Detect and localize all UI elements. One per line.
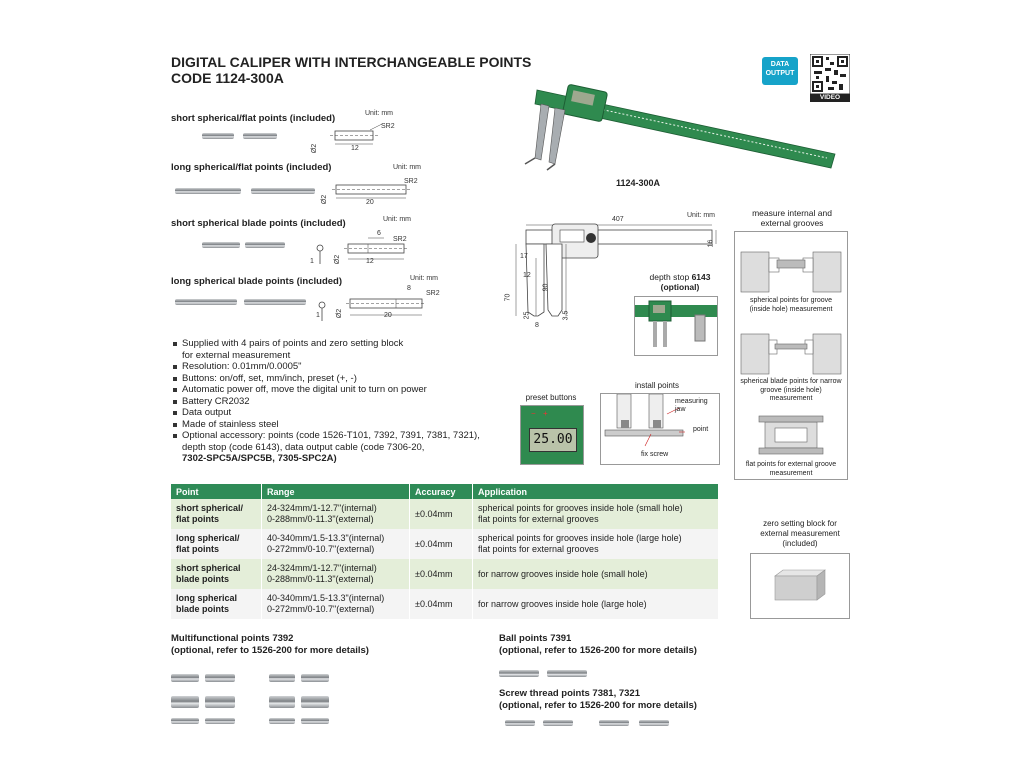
dim-radius: SR2 bbox=[404, 178, 418, 185]
section-heading-short-flat: short spherical/flat points (included) bbox=[171, 113, 336, 124]
feature-list bbox=[172, 338, 512, 465]
cell-application: for narrow grooves inside hole (small hole) bbox=[473, 559, 719, 589]
ball-points-images bbox=[499, 668, 599, 680]
col-header-range: Range bbox=[262, 484, 410, 499]
groove-panel-title: measure internal and external grooves bbox=[752, 208, 832, 228]
dim-radius: SR2 bbox=[393, 236, 407, 243]
screw-thread-heading: Screw thread points 7381, 7321 (optional, refer to 1526-200 for more details) bbox=[499, 688, 697, 711]
dim-25: 25 bbox=[523, 311, 531, 320]
preset-display: 25.00 bbox=[529, 428, 577, 452]
dim-diameter: Ø2 bbox=[336, 308, 344, 319]
groove-caption-3: flat points for external groove measurement bbox=[745, 461, 837, 477]
depth-stop-code: 6143 bbox=[691, 272, 711, 282]
groove-panel bbox=[734, 231, 848, 480]
depth-stop-label: depth stop bbox=[649, 272, 692, 282]
feature-item: Resolution: 0.01mm/0.0005" bbox=[172, 361, 512, 373]
col-header-application: Application bbox=[473, 484, 719, 499]
feature-item: Supplied with 4 pairs of points and zero setting block bbox=[172, 338, 512, 350]
depth-stop-caption bbox=[640, 272, 720, 292]
qr-video-label: VIDEO bbox=[819, 94, 841, 101]
point-drawing bbox=[308, 226, 418, 272]
dim-diameter: Ø2 bbox=[311, 143, 319, 154]
dim-radius: SR2 bbox=[426, 290, 440, 297]
section-heading-short-blade: short spherical blade points (included) bbox=[171, 218, 346, 229]
cell-range: 24-324mm/1-12.7"(internal) 0-288mm/0-11.3"(external) bbox=[262, 559, 410, 589]
section-heading-long-blade: long spherical blade points (included) bbox=[171, 276, 343, 287]
dim-12: 12 bbox=[523, 272, 531, 279]
unit-label: Unit: mm bbox=[383, 216, 411, 223]
col-header-point: Point bbox=[171, 484, 262, 499]
unit-label: Unit: mm bbox=[410, 275, 438, 282]
cell-accuracy: ±0.04mm bbox=[410, 589, 473, 619]
product-model-label: 1124-300A bbox=[616, 178, 661, 188]
data-output-badge: DATA OUTPUT bbox=[762, 57, 798, 85]
point-pin bbox=[243, 133, 277, 139]
table-row bbox=[171, 499, 719, 529]
spec-table bbox=[171, 484, 719, 619]
install-screw-label: fix screw bbox=[641, 451, 669, 458]
dim-radius: SR2 bbox=[381, 123, 395, 130]
point-pin bbox=[251, 188, 315, 194]
zero-block-caption: zero setting block for external measurement (included) bbox=[760, 519, 840, 548]
feature-item-cont: for external measurement bbox=[182, 349, 291, 361]
point-pin bbox=[175, 188, 241, 194]
feature-item: Data output bbox=[172, 407, 512, 419]
cell-point: long spherical blade points bbox=[171, 589, 262, 619]
unit-label: Unit: mm bbox=[365, 110, 393, 117]
dim-length: 20 bbox=[366, 199, 374, 206]
zero-block-image bbox=[750, 553, 850, 619]
install-jaw-label: measuring jaw bbox=[675, 398, 708, 413]
point-pin bbox=[202, 242, 240, 248]
cell-accuracy: ±0.04mm bbox=[410, 529, 473, 559]
cell-point: long spherical/ flat points bbox=[171, 529, 262, 559]
dim-blade: 8 bbox=[407, 285, 411, 292]
cell-range: 40-340mm/1.5-13.3"(internal) 0-272mm/0-10.7"(external) bbox=[262, 589, 410, 619]
point-pin bbox=[175, 299, 237, 305]
dim-thickness: 1 bbox=[316, 312, 320, 319]
feature-item: Buttons: on/off, set, mm/inch, preset (+, -) bbox=[172, 373, 512, 385]
dim-length: 20 bbox=[384, 312, 392, 319]
ball-points-heading: Ball points 7391 (optional, refer to 1526-200 for more details) bbox=[499, 633, 697, 656]
title-line-1: DIGITAL CALIPER WITH INTERCHANGEABLE POINTS bbox=[171, 54, 532, 70]
table-row bbox=[171, 529, 719, 559]
groove-caption-1: spherical points for groove (inside hole) measurement bbox=[749, 297, 833, 313]
cell-application: spherical points for grooves inside hole (large hole) flat points for external grooves bbox=[473, 529, 719, 559]
cell-accuracy: ±0.04mm bbox=[410, 559, 473, 589]
point-pin bbox=[245, 242, 285, 248]
point-drawing bbox=[310, 283, 440, 329]
dim-diameter: Ø2 bbox=[334, 254, 342, 265]
dim-thickness: 1 bbox=[310, 258, 314, 265]
feature-item-cont: 7302-SPC5A/SPC5B, 7305-SPC2A) bbox=[182, 453, 337, 464]
cell-range: 40-340mm/1.5-13.3"(internal) 0-272mm/0-10.7"(external) bbox=[262, 529, 410, 559]
dim-3-5: 3.5 bbox=[562, 310, 570, 321]
feature-item: Optional accessory: points (code 1526-T101, 7392, 7391, 7381, 7321), bbox=[172, 430, 512, 442]
dim-blade: 6 bbox=[377, 230, 381, 237]
feature-item: Automatic power off, move the digital unit to turn on power bbox=[172, 384, 512, 396]
screw-thread-images bbox=[499, 720, 699, 728]
multifunctional-heading: Multifunctional points 7392 (optional, refer to 1526-200 for more details) bbox=[171, 633, 369, 656]
groove-caption-2: spherical blade points for narrow groove (inside hole) measurement bbox=[740, 378, 842, 402]
depth-stop-optional: (optional) bbox=[660, 282, 700, 292]
point-pin bbox=[244, 299, 306, 305]
dim-overall-length: 407 bbox=[612, 216, 624, 223]
install-image bbox=[600, 393, 720, 465]
title-line-2: CODE 1124-300A bbox=[171, 70, 284, 86]
feature-item: Made of stainless steel bbox=[172, 419, 512, 431]
dim-90: 90 bbox=[542, 283, 550, 292]
cell-range: 24-324mm/1-12.7"(internal) 0-288mm/0-11.3"(external) bbox=[262, 499, 410, 529]
preset-image bbox=[520, 405, 584, 465]
table-row bbox=[171, 589, 719, 619]
cell-point: short spherical/ flat points bbox=[171, 499, 262, 529]
unit-label: Unit: mm bbox=[687, 212, 715, 219]
section-heading-long-flat: long spherical/flat points (included) bbox=[171, 162, 332, 173]
cell-application: spherical points for grooves inside hole (small hole) flat points for external grooves bbox=[473, 499, 719, 529]
dim-8: 8 bbox=[535, 322, 539, 329]
feature-item: Battery CR2032 bbox=[172, 396, 512, 408]
groove-diagrams bbox=[735, 232, 847, 479]
cell-point: short spherical blade points bbox=[171, 559, 262, 589]
col-header-accuracy: Accuracy bbox=[410, 484, 473, 499]
install-point-label: point bbox=[693, 426, 709, 433]
preset-minus: − bbox=[531, 409, 536, 418]
dim-length: 12 bbox=[366, 258, 374, 265]
preset-caption: preset buttons bbox=[525, 393, 577, 402]
dim-diameter: Ø2 bbox=[321, 194, 329, 205]
multifunctional-points-images bbox=[171, 668, 351, 724]
caliper-product-image bbox=[515, 84, 845, 184]
feature-item-cont: depth stop (code 6143), data output cable (code 7306-20, bbox=[182, 441, 425, 453]
dim-70: 70 bbox=[504, 293, 512, 302]
point-pin bbox=[202, 133, 234, 139]
dim-17: 17 bbox=[520, 253, 528, 260]
table-row bbox=[171, 559, 719, 589]
install-caption: install points bbox=[634, 381, 680, 390]
unit-label: Unit: mm bbox=[393, 164, 421, 171]
depth-stop-image bbox=[634, 296, 718, 356]
page-title bbox=[171, 54, 531, 86]
dim-16: 16 bbox=[707, 239, 715, 248]
dim-length: 12 bbox=[351, 145, 359, 152]
preset-plus: + bbox=[543, 409, 548, 418]
cell-application: for narrow grooves inside hole (large hole) bbox=[473, 589, 719, 619]
cell-accuracy: ±0.04mm bbox=[410, 499, 473, 529]
